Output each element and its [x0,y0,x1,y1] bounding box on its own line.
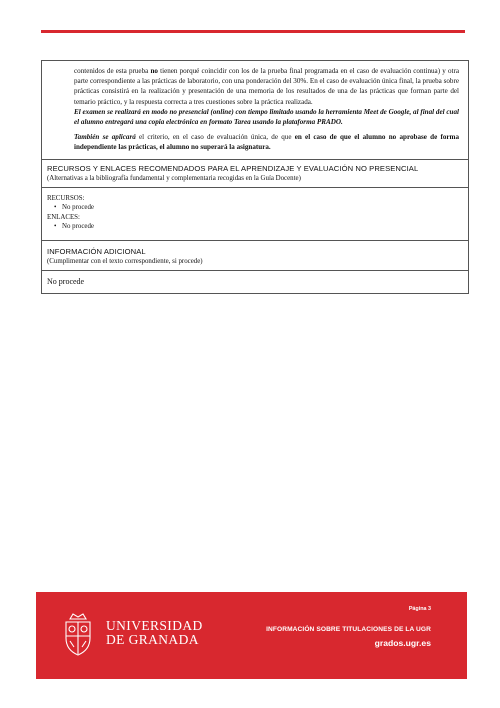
bold-text: no [150,67,158,75]
additional-title: INFORMACIÓN ADICIONAL [47,246,146,256]
enlaces-list-item [47,222,463,232]
evaluation-cell [42,61,469,160]
text-run: tienen porqué coincidir con los de la prueba final programada en el caso de evaluación continua) y otra parte correspondiente a las prácticas de laboratorio, con una ponderación del 30%. En el caso de evaluación única final, la prueba sobre prácticas consistirá en la realización y presentación de una memoria de los resultados de una de las prácticas que forman parte del temario práctico, y la respuesta correcta a tres cuestiones sobre la práctica realizada. [74,67,459,106]
university-name-line-2: DE GRANADA [106,632,199,647]
resources-subtitle: (Alternativas a la bibliografía fundamental y complementaria recogidas en la Guía Docente) [47,174,301,182]
guide-table [41,60,469,294]
recursos-list-item [47,203,463,213]
evaluation-row [42,61,469,160]
resources-header-cell [42,159,469,187]
page-number: Página 3 [408,606,431,612]
bullet-icon: • [54,223,57,231]
list-item-text: No procede [62,223,94,231]
evaluation-paragraph-1 [74,66,463,127]
enlaces-label: ENLACES: [47,213,80,221]
resources-body-row [42,187,469,240]
grados-link[interactable]: grados.ugr.es [374,638,431,648]
text-run: el criterio, en el caso de evaluación única, de que [135,133,295,142]
additional-header-cell [42,240,469,270]
resources-title: RECURSOS Y ENLACES RECOMENDADOS PARA EL APRENDIZAJE Y EVALUACIÓN NO PRESENCIAL [47,163,419,173]
university-name-line-1: UNIVERSIDAD [106,618,203,633]
header-rule [41,30,465,33]
text-run: contenidos de esta prueba [74,67,151,75]
footer-banner [36,592,467,679]
university-crest-icon [60,610,96,658]
list-item-text: No procede [62,204,94,212]
evaluation-paragraph-2 [74,132,463,152]
additional-subtitle: (Cumplimentar con el texto correspondiente, si procede) [47,257,203,265]
recursos-label: RECURSOS: [47,194,85,202]
additional-body-cell [42,270,469,293]
exam-mode-text: El examen se realizará en modo no presencial (online) con tiempo limitado usando la herramienta Meet de Google, al final del cual el alumno entregará una copia electrónica en formato Tarea usando la plataforma PRADO. [74,107,459,127]
university-name [106,619,203,647]
resources-header-row [42,159,469,187]
bold-italic-text: También se aplicará [74,133,136,142]
additional-body: No procede [47,276,85,286]
bullet-icon: • [54,204,57,212]
resources-body-cell [42,187,469,240]
bold-text: en el caso de que el alumno no aprobase de forma independiente las prácticas, el alumno no superará la asignatura. [74,133,459,152]
additional-header-row [42,240,469,270]
titulaciones-info: INFORMACIÓN SOBRE TITULACIONES DE LA UGR [266,626,431,633]
additional-body-row [42,270,469,293]
